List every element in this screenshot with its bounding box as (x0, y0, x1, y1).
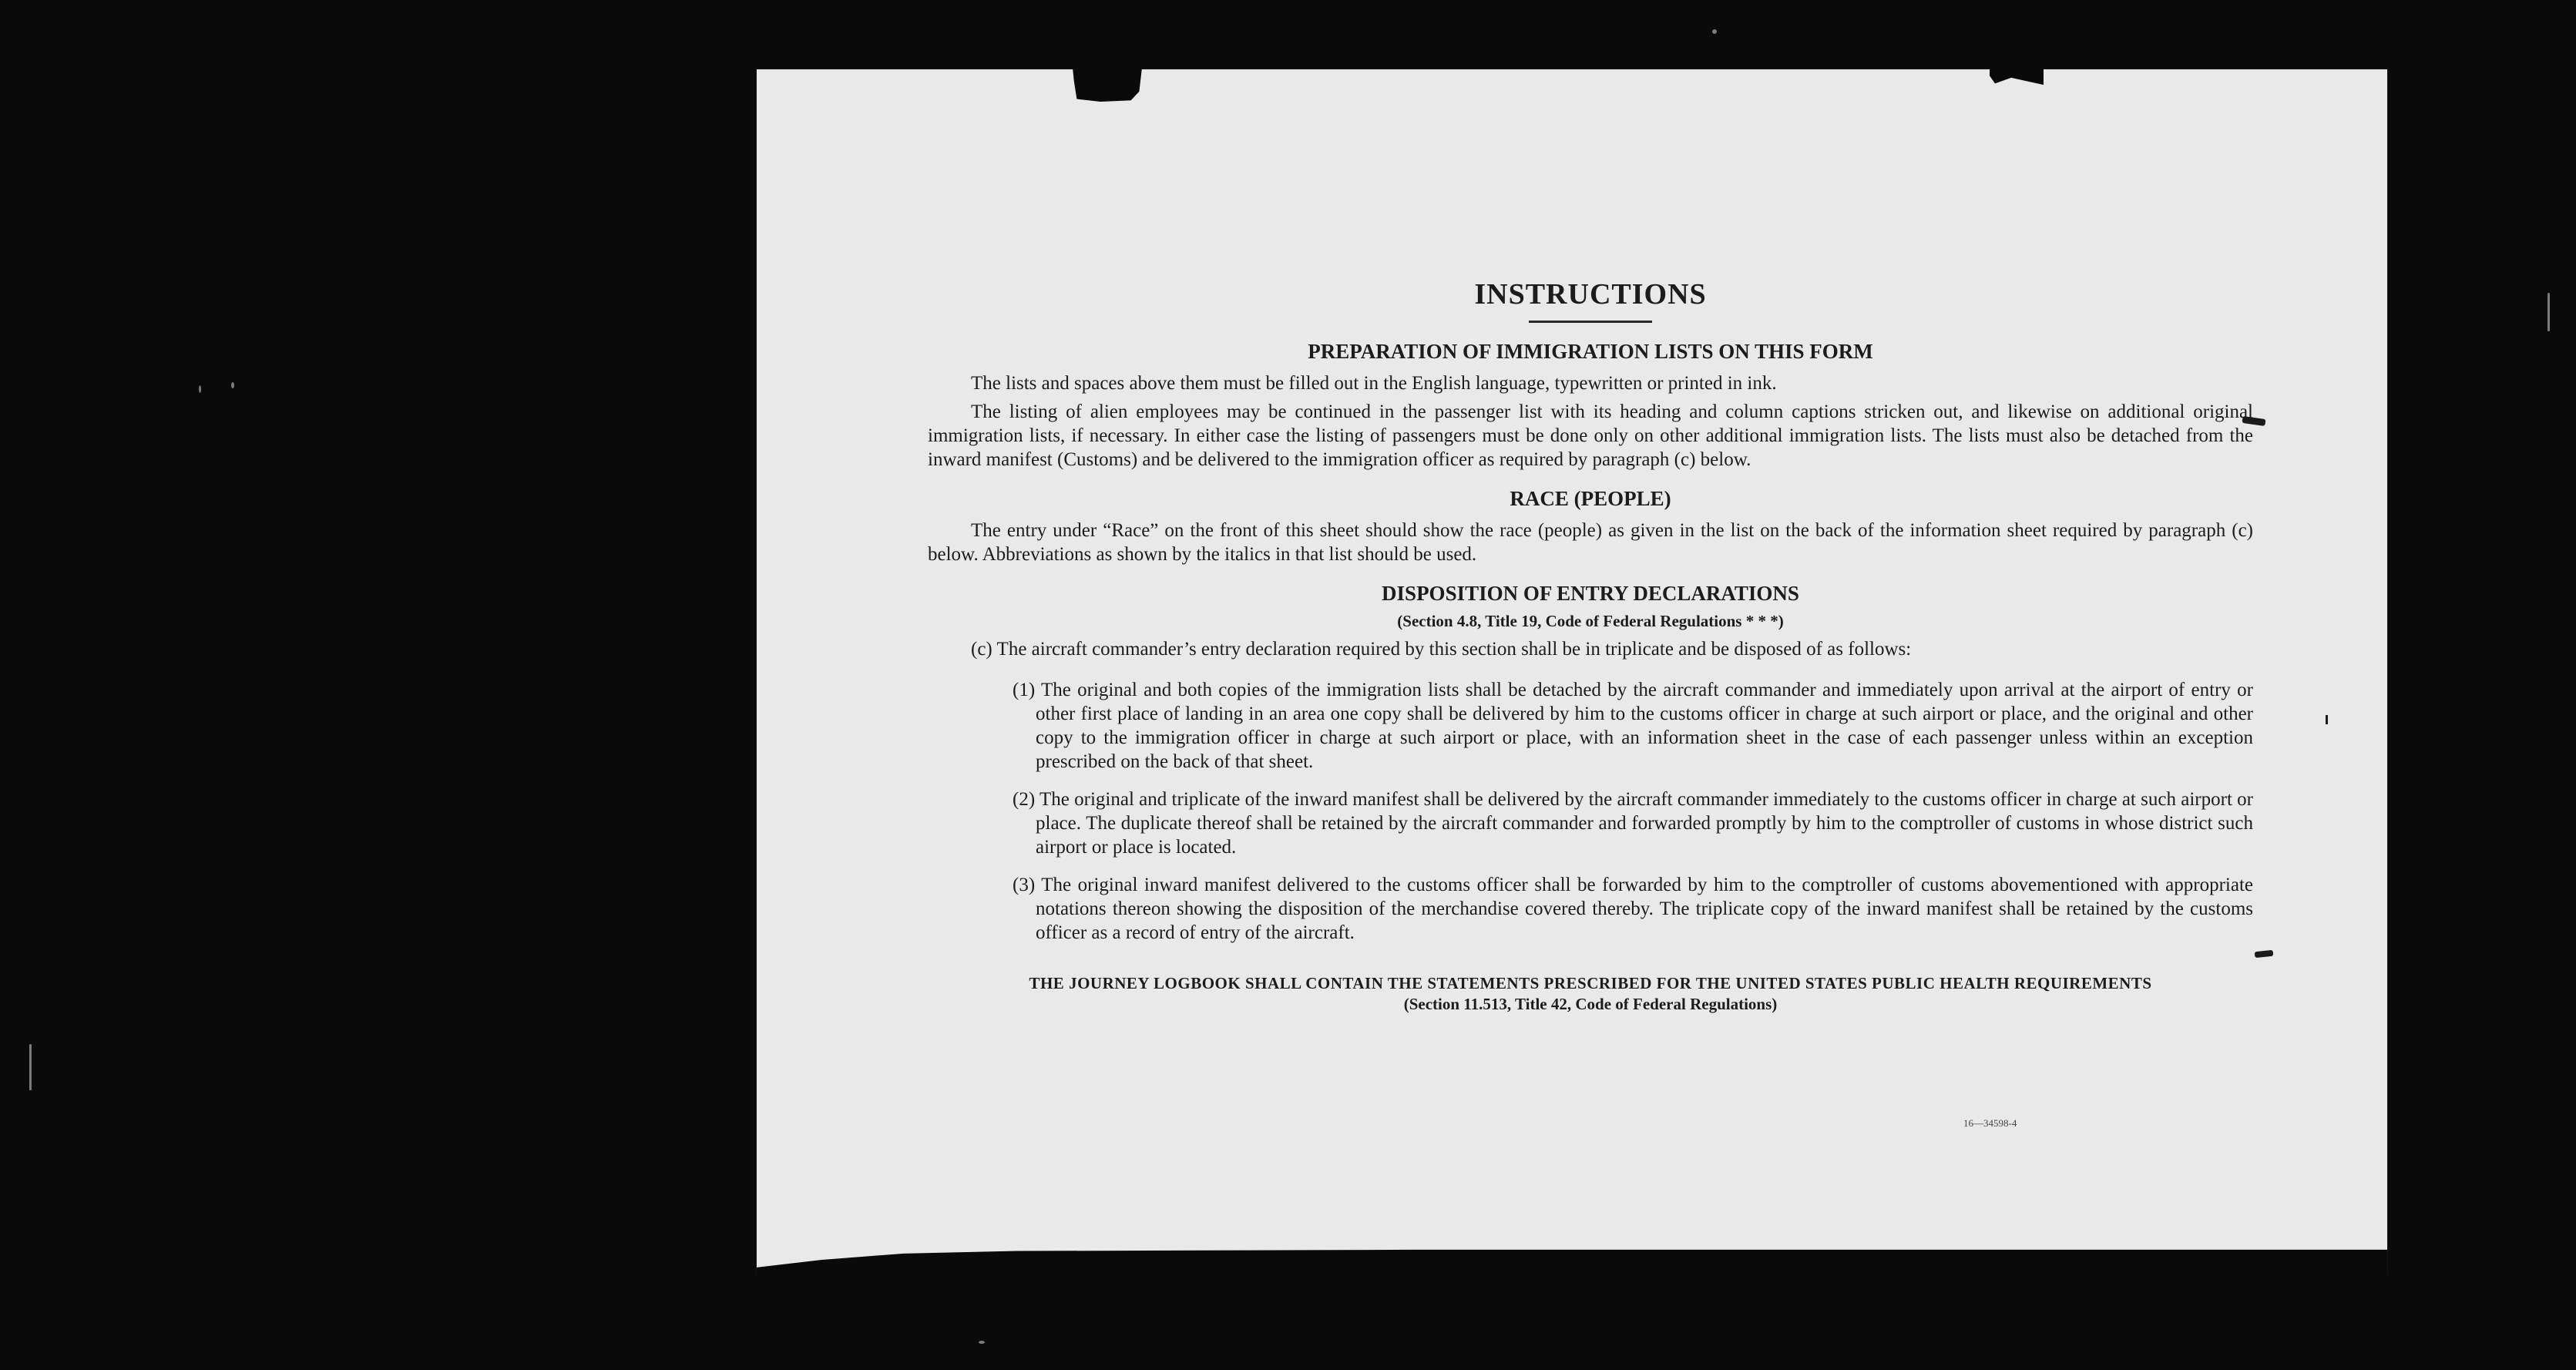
torn-edge-top-right (1990, 68, 2044, 94)
margin-ink-mark (2255, 950, 2274, 958)
clause-c: (c) The aircraft commander’s entry declaration required by this section shall be in triplicate and be disposed of as follows: (971, 639, 1912, 660)
scan-speck (199, 385, 201, 393)
scan-speck (231, 382, 234, 388)
scan-speck (1712, 29, 1717, 34)
list-item: (2) The original and triplicate of the inward manifest shall be delivered by the aircraft commander immediately to the customs officer in charge at such airport or place. The duplicate thereof shall be retained by the aircraft commander and forwarded promptly by him to the comptroller of customs in whose district such airport or place is located. (1013, 789, 2253, 858)
instructions-content (928, 277, 2253, 1014)
title-underline (1529, 321, 1652, 323)
document-sheet (757, 69, 2387, 1276)
scan-speck (979, 1341, 985, 1344)
paragraph: The listing of alien employees may be continued in the passenger list with its heading and column captions stricken out, and likewise on additional original immigration lists, if necessary. In either case the listing of passengers must be done only on other additional immigration lists. The lists must also be detached from the inward manifest (Customs) and be delivered to the immigration officer as required by paragraph (c) below. (928, 401, 2253, 470)
form-number: 16—34598-4 (1963, 1117, 2017, 1129)
section-heading-race: RACE (PEOPLE) (1510, 487, 1671, 510)
regulation-citation: (Section 4.8, Title 19, Code of Federal Regulations * * *) (1397, 612, 1784, 630)
scan-speck (29, 1044, 32, 1090)
list-item: (3) The original inward manifest delivered to the customs officer shall be forwarded by him to the comptroller of customs abovementioned with appropriate notations thereon showing the disposition of the merchandise covered thereby. The triplicate copy of the inward manifest shall be retained by the customs officer as a record of entry of the aircraft. (1013, 875, 2253, 943)
list-item: (1) The original and both copies of the immigration lists shall be detached by the aircraft commander and immediately upon arrival at the airport of entry or other first place of landing in an area one copy shall be delivered by him to the customs officer in charge at such airport or place, and the original and other copy to the immigration officer in charge at such airport or place, with an information sheet in the case of each passenger unless within an exception prescribed on the back of that sheet. (1013, 680, 2253, 772)
scan-speck (2547, 293, 2550, 331)
torn-edge-bottom (757, 1214, 2387, 1278)
paragraph: The entry under “Race” on the front of this sheet should show the race (people) as given in the list on the back of the information sheet required by paragraph (c) below. Abbreviations as shown by the italics in that list should be used. (928, 520, 2253, 565)
margin-ink-mark (2326, 715, 2328, 724)
page-title: INSTRUCTIONS (1474, 278, 1707, 311)
torn-edge-top (1073, 68, 1142, 102)
paragraph: The lists and spaces above them must be filled out in the English language, typewritten or printed in ink. (971, 373, 1777, 394)
section-heading-preparation: PREPARATION OF IMMIGRATION LISTS ON THIS FORM (1308, 340, 1873, 363)
logbook-citation: (Section 11.513, Title 42, Code of Federal Regulations) (1403, 995, 1778, 1013)
section-heading-disposition: DISPOSITION OF ENTRY DECLARATIONS (1382, 582, 1799, 605)
logbook-requirement: THE JOURNEY LOGBOOK SHALL CONTAIN THE STATEMENTS PRESCRIBED FOR THE UNITED STATES PUBLIC HEALTH REQUIREMENTS (1029, 974, 2152, 992)
